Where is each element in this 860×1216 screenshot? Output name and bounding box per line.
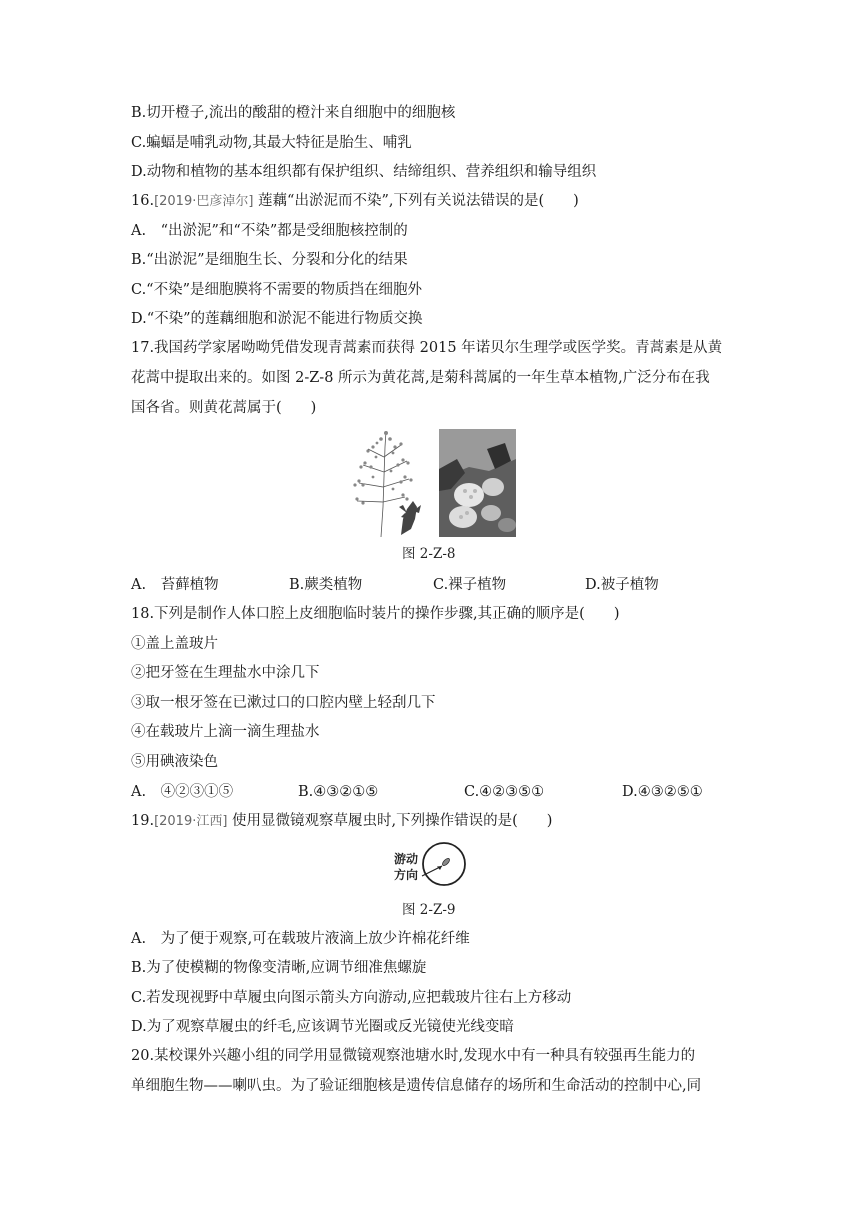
q19-stem: 使用显微镜观察草履虫时,下列操作错误的是( )	[232, 813, 553, 829]
q17-stem-line-1: 17.我国药学家屠呦呦凭借发现青蒿素而获得 2015 年诺贝尔生理学或医学奖。青蒿素是从黄	[131, 340, 723, 356]
q16-stem: 莲藕“出淤泥而不染”,下列有关说法错误的是( )	[258, 193, 579, 209]
q19-option-b: B.为了使模糊的物像变清晰,应调节细准焦螺旋	[131, 960, 427, 976]
q15-option-b: B.切开橙子,流出的酸甜的橙汁来自细胞中的细胞核	[131, 105, 456, 121]
figure-label-swim: 游动	[394, 852, 419, 866]
q18-step-5: ⑤用碘液染色	[131, 754, 218, 770]
q16-stem-line	[131, 191, 579, 212]
q18-option-c: C.④②③⑤①	[464, 784, 545, 800]
q19-option-a: A. 为了便于观察,可在载玻片液滴上放少许棉花纤维	[131, 931, 470, 947]
microscope-field-diagram	[416, 840, 468, 890]
q18-option-a: A. ④②③①⑤	[131, 784, 234, 800]
q16-source-tag: [2019·巴彦淖尔]	[154, 194, 254, 209]
figure-2-z-8-caption: 图 2-Z-8	[402, 546, 456, 562]
q17-option-a: A. 苔藓植物	[131, 577, 219, 593]
q18-option-b: B.④③②①⑤	[298, 784, 379, 800]
q18-stem: 18.下列是制作人体口腔上皮细胞临时装片的操作步骤,其正确的顺序是( )	[131, 606, 620, 622]
figure-label-direction: 方向	[394, 868, 419, 882]
q20-stem-line-2: 单细胞生物——喇叭虫。为了验证细胞核是遗传信息储存的场所和生命活动的控制中心,同	[131, 1078, 702, 1094]
artemisia-drawing	[343, 427, 427, 539]
q16-option-d: D.“不染”的莲藕细胞和淤泥不能进行物质交换	[131, 311, 423, 327]
q15-option-d: D.动物和植物的基本组织都有保护组织、结缔组织、营养组织和输导组织	[131, 164, 597, 180]
q19-option-c: C.若发现视野中草履虫向图示箭头方向游动,应把载玻片往右上方移动	[131, 990, 572, 1006]
q17-option-b: B.蕨类植物	[289, 577, 363, 593]
q19-source-tag: [2019·江西]	[154, 814, 228, 829]
q16-number: 16.	[131, 193, 155, 209]
q18-step-3: ③取一根牙签在已漱过口的口腔内壁上轻刮几下	[131, 695, 436, 711]
artemisia-photo	[439, 429, 516, 537]
q15-option-c: C.蝙蝠是哺乳动物,其最大特征是胎生、哺乳	[131, 135, 412, 151]
q18-step-2: ②把牙签在生理盐水中涂几下	[131, 665, 320, 681]
q16-option-c: C.“不染”是细胞膜将不需要的物质挡在细胞外	[131, 282, 423, 298]
figure-2-z-9-caption: 图 2-Z-9	[402, 902, 456, 918]
q16-option-b: B.“出淤泥”是细胞生长、分裂和分化的结果	[131, 252, 408, 268]
q18-option-d: D.④③②⑤①	[622, 784, 703, 800]
q16-option-a: A. “出淤泥”和“不染”都是受细胞核控制的	[131, 223, 408, 239]
q20-stem-line-1: 20.某校课外兴趣小组的同学用显微镜观察池塘水时,发现水中有一种具有较强再生能力的	[131, 1048, 696, 1064]
q17-option-c: C.裸子植物	[433, 577, 507, 593]
q18-step-4: ④在载玻片上滴一滴生理盐水	[131, 724, 320, 740]
q18-step-1: ①盖上盖玻片	[131, 636, 218, 652]
q17-stem-line-2: 花蒿中提取出来的。如图 2-Z-8 所示为黄花蒿,是菊科蒿属的一年生草本植物,广泛分布在我	[131, 370, 710, 386]
q19-stem-line	[131, 811, 552, 832]
q17-stem-line-3: 国各省。则黄花蒿属于( )	[131, 400, 317, 416]
q19-option-d: D.为了观察草履虫的纤毛,应该调节光圈或反光镜使光线变暗	[131, 1019, 514, 1035]
q19-number: 19.	[131, 813, 155, 829]
q17-option-d: D.被子植物	[585, 577, 659, 593]
